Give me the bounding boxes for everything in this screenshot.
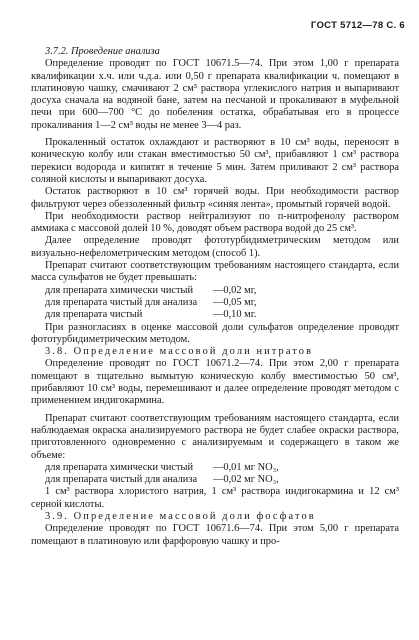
limit-value: —0,05 мг, <box>213 296 257 308</box>
limit-value: —0,02 мг NO₃, <box>213 474 279 486</box>
section-3-9-title: 3.9. Определение массовой доли фосфатов <box>45 510 316 522</box>
limit-row <box>31 309 399 321</box>
paragraph: Определение проводят по ГОСТ 10671.2—74. При этом 2,00 г препарата помещают в тщательно вымытую коническую колбу вместимостью 50 см³, прибавляют 10 см³ воды, перемешивают и далее определение проводят методом с применением индигокармина. <box>31 358 399 407</box>
paragraph: При необходимости раствор нейтрализуют по п-нитрофенолу раствором аммиака с массовой долей 10 %, доводят объем раствора водой до 25 см³. <box>31 210 399 235</box>
limit-label: для препарата чистый <box>45 309 143 321</box>
paragraph: Далее определение проводят фототурбидиметрическим методом или визуально-нефелометрическим методом (способ 1). <box>31 235 399 259</box>
limit-row <box>31 462 399 474</box>
paragraph: 1 см³ раствора хлористого натрия, 1 см³ раствора индигокармина и 12 см³ серной кислоты. <box>31 486 399 510</box>
limit-label: для препарата чистый для анализа <box>45 296 198 308</box>
limit-value: —0,01 мг NO₃, <box>213 461 279 473</box>
limit-label: для препарата чистый для анализа <box>45 474 198 486</box>
paragraph: Препарат считают соответствующим требованиям настоящего стандарта, если наблюдаемая окраска анализируемого раствора не будет слабее окраски раствора, приготовленного одновременно с анализируемым и содержащего в таком же объеме: <box>31 412 399 461</box>
section-3-7-2-title: 3.7.2. Проведение анализа <box>45 46 160 57</box>
limit-row <box>31 285 399 297</box>
nitrate-limits-list <box>31 462 399 487</box>
document-body <box>31 46 399 548</box>
paragraph: При разногласиях в оценке массовой доли сульфатов определение проводят фототурбидиметрическим методом. <box>31 321 399 345</box>
limit-label: для препарата химически чистый <box>45 284 194 296</box>
limit-row <box>31 474 399 486</box>
sulfate-limits-list <box>31 285 399 322</box>
paragraph: Определение проводят по ГОСТ 10671.5—74. При этом 1,00 г препарата квалификации х.ч. или ч.д.а. или 0,50 г препарата квалификации ч. помещают в платиновую чашку, смачивают 2 см³ раствора углекислого натрия и выпаривают досуха сначала на водяной бане, затем на песчаной и прокаливают в муфельной печи при 600—700 °С до побеления остатка, обрабатывая его в процессе прокаливания 1—2 см³ воды не менее 3—4 раз. <box>31 58 399 131</box>
paragraph: Прокаленный остаток охлаждают и растворяют в 10 см³ воды, переносят в коническую колбу или стакан вместимостью 50 см³, прибавляют 1 см³ раствора перекиси водорода и кипятят в течение 5 мин. Затем приливают 2 см³ раствора соляной кислоты и выпаривают досуха. <box>31 137 399 185</box>
section-3-8-title: 3.8. Определение массовой доли нитратов <box>45 346 314 358</box>
page-header: ГОСТ 5712—78 С. 6 <box>310 20 405 31</box>
paragraph: Препарат считают соответствующим требованиям настоящего стандарта, если масса сульфатов не будет превышать: <box>31 260 399 284</box>
limit-label: для препарата химически чистый <box>45 461 194 473</box>
limit-row <box>31 297 399 309</box>
paragraph: Остаток растворяют в 10 см³ горячей воды. При необходимости раствор фильтруют через обеззоленный фильтр «синяя лента», промытый горячей водой. <box>31 186 399 210</box>
limit-value: —0,02 мг, <box>213 284 257 296</box>
paragraph: Определение проводят по ГОСТ 10671.6—74. При этом 5,00 г препарата помещают в платиновую или фарфоровую чашку и про- <box>31 523 399 547</box>
limit-value: —0,10 мг. <box>213 309 257 321</box>
